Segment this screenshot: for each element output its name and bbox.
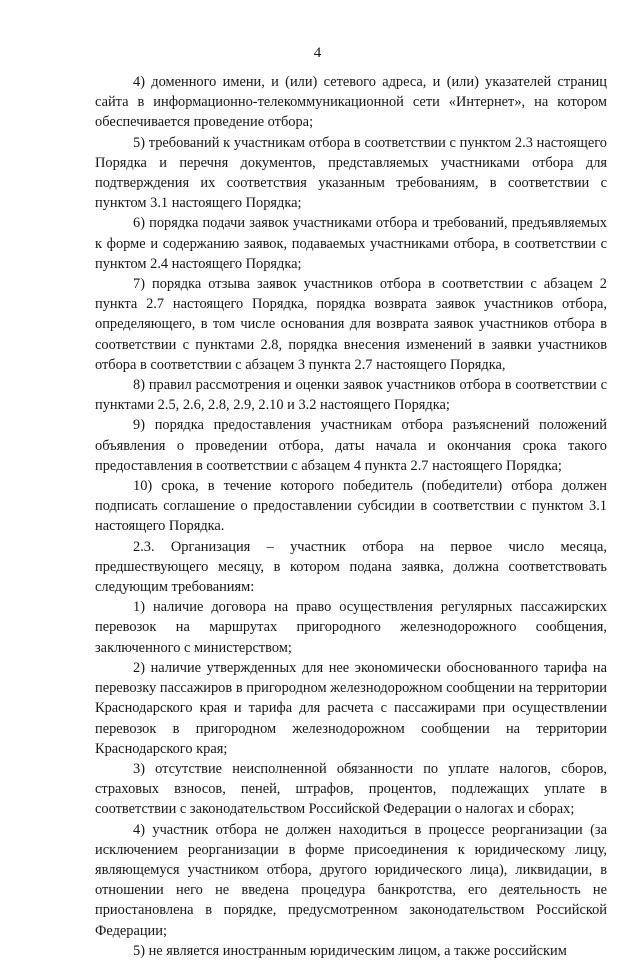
requirement-5: 5) не является иностранным юридическим лицом, а также российским — [133, 942, 567, 959]
page-number: 4 — [313, 45, 322, 61]
paragraph-item-7: 7) порядка отзыва заявок участников отбора в соответствии с абзацем 2 пункта 2.7 настоящего Порядка, порядка возврата заявок участников отбора, определяющего, в том числе основания для возврата заявок участников отбора в соответствии с пунктами 2.8, порядка внесения изменений в заявки участников отбора в соответствии с абзацем 3 пункта 2.7 настоящего Порядка, — [95, 276, 607, 373]
paragraph-item-6: 6) порядка подачи заявок участниками отбора и требований, предъявляемых к форме и содержанию заявок, подаваемых участниками отбора, в соответствии с пунктом 2.4 настоящего Порядка; — [95, 215, 607, 272]
paragraph-item-5: 5) требований к участникам отбора в соответствии с пунктом 2.3 настоящего Порядка и перечня документов, представляемых участниками отбора для подтверждения их соответствия указанным требованиям, в соответствии с пунктом 3.1 настоящего Порядка; — [95, 134, 607, 212]
paragraph-item-10: 10) срока, в течение которого победитель (победители) отбора должен подписать соглашение о предоставлении субсидии в соответствии с пунктом 3.1 настоящего Порядка. — [95, 478, 607, 535]
paragraph-item-9: 9) порядка предоставления участникам отбора разъяснений положений объявления о проведении отбора, даты начала и окончания срока такого предоставления в соответствии с абзацем 4 пункта 2.7 настоящего Порядка; — [95, 417, 607, 474]
section-2-3-intro: 2.3. Организация – участник отбора на первое число месяца, предшествующего месяцу, в котором подана заявка, должна соответствовать следующим требованиям: — [95, 538, 607, 596]
document-body — [95, 72, 607, 961]
requirement-2: 2) наличие утвержденных для нее экономически обоснованного тарифа на перевозку пассажиров в пригородном железнодорожном сообщении на территории Краснодарского края и тарифа для расчета с пассажирами при осуществлении перевозок в пригородном железнодорожном сообщении на территории Краснодарского края; — [95, 659, 607, 757]
paragraph-item-8: 8) правил рассмотрения и оценки заявок участников отбора в соответствии с пунктами 2.5, 2.6, 2.8, 2.9, 2.10 и 3.2 настоящего Порядка; — [95, 377, 607, 414]
paragraph-item-4: 4) доменного имени, и (или) сетевого адреса, и (или) указателей страниц сайта в информационно-телекоммуникационной сети «Интернет», на котором обеспечивается проведение отбора; — [95, 74, 607, 131]
requirement-1: 1) наличие договора на право осуществления регулярных пассажирских перевозок на маршрутах пригородного железнодорожного сообщения, заключенного с министерством; — [95, 599, 607, 656]
requirement-4: 4) участник отбора не должен находиться в процессе реорганизации (за исключением реорганизации в форме присоединения к юридическому лицу, являющемуся участником отбора, другого юридического лица), ликвидации, в отношении него не введена процедура банкротства, его деятельность не приостановлена в порядке, предусмотренном законодательством Российской Федерации; — [95, 821, 607, 939]
requirement-3: 3) отсутствие неисполненной обязанности по уплате налогов, сборов, страховых взносов, пеней, штрафов, процентов, подлежащих уплате в соответствии с законодательством Российской Федерации о налогах и сборах; — [95, 760, 607, 818]
